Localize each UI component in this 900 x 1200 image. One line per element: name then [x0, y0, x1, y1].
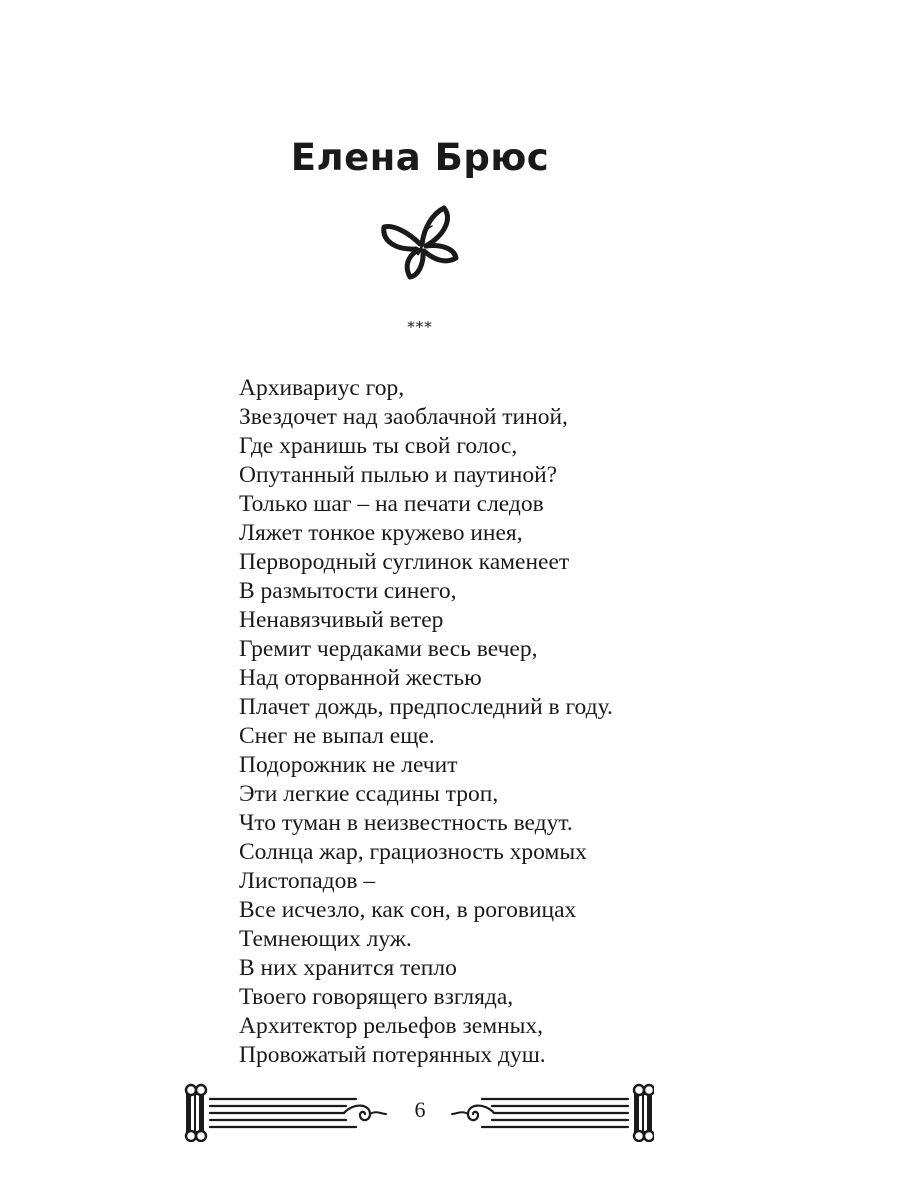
poem-line: Плачет дождь, предпоследний в году. [239, 694, 613, 720]
poem-line: Темнеющих луж. [239, 926, 412, 952]
poem-line: В размытости синего, [239, 578, 457, 604]
butterfly-icon [380, 204, 460, 282]
poem-line: Только шаг – на печати следов [239, 491, 544, 517]
poem-line: Все исчезло, как сон, в роговицах [239, 897, 577, 923]
poem-line: Где хранишь ты свой голос, [239, 433, 518, 459]
poem-line: Эти легкие ссадины троп, [239, 781, 499, 807]
poem-line: В них хранится тепло [239, 955, 457, 981]
right-column-ornament [634, 1085, 654, 1141]
poem-text [239, 374, 613, 1070]
poem-line: Гремит чердаками весь вечер, [239, 636, 538, 662]
poem-line: Над оторванной жестью [239, 665, 482, 691]
poem-line: Подорожник не лечит [239, 752, 458, 778]
page-number: 6 [414, 1097, 426, 1122]
poem-line: Ненавязчивый ветер [239, 607, 444, 633]
poem-line: Звездочет над заоблачной тиной, [239, 404, 568, 430]
poem-line: Провожатый потерянных душ. [239, 1042, 546, 1068]
left-column-ornament [186, 1085, 206, 1141]
poem-line: Снег не выпал еще. [239, 723, 435, 749]
poem-line: Архивариус гор, [239, 375, 405, 401]
poem-line: Ляжет тонкое кружево инея, [239, 520, 523, 546]
poem-line: Листопадов – [239, 868, 376, 894]
poem-line: Опутанный пылью и паутиной? [239, 462, 558, 488]
poem-line: Архитектор рельефов земных, [239, 1013, 544, 1039]
poem-line: Что туман в неизвестность ведут. [239, 810, 573, 836]
poem-line: Первородный суглинок каменеет [239, 549, 570, 575]
stanza-separator: *** [407, 318, 433, 336]
poem-line: Твоего говорящего взгляда, [239, 984, 514, 1010]
poem-line: Солнца жар, грациозность хромых [239, 839, 587, 865]
author-name: Елена Брюс [290, 136, 550, 179]
